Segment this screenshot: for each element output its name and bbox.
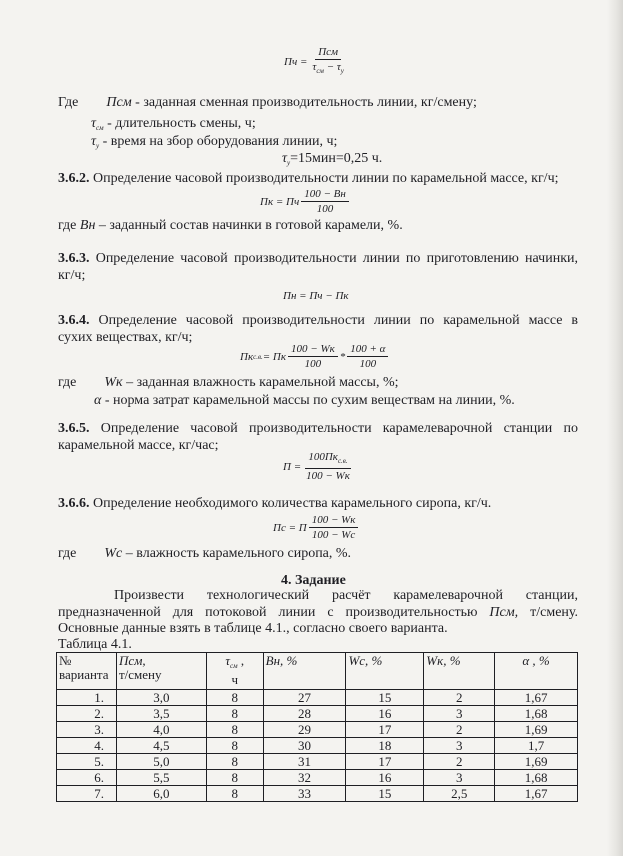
fraction-numerator: 100 + α [347, 343, 388, 357]
fraction [301, 188, 349, 215]
table-cell: 3,5 [116, 706, 206, 722]
note-where: где [58, 546, 77, 561]
section-3-6-5-line1 [58, 421, 578, 437]
fraction [309, 46, 347, 77]
table-cell: 8 [206, 706, 263, 722]
fraction-numerator: 100 − Wк [309, 514, 359, 528]
page-edge-shadow [607, 0, 623, 856]
fraction-denominator: 100 − Wс [311, 529, 356, 541]
subscript: у [96, 142, 100, 150]
header-text: т/смену [118, 667, 162, 682]
fraction-1 [288, 343, 338, 370]
header-tsm [206, 653, 263, 690]
symbol-wk: Wк [104, 375, 123, 390]
table-cell: 3 [424, 738, 495, 754]
formula-station [283, 451, 355, 482]
ty-value-text: =15мин=0,25 ч. [290, 151, 383, 166]
table-row [57, 754, 578, 770]
section-3-6-6 [58, 496, 491, 512]
table-row [57, 690, 578, 706]
table-cell: 1. [57, 690, 117, 706]
symbol-tau: τ [282, 151, 288, 166]
table-cell: 30 [263, 738, 346, 754]
fraction-denominator: 100 [359, 358, 377, 370]
note-where: где [58, 375, 77, 390]
header-psm [116, 653, 206, 690]
table-cell: 31 [263, 754, 346, 770]
table-cell: 27 [263, 690, 346, 706]
formula-hourly-productivity [284, 46, 349, 77]
variants-table [56, 652, 578, 802]
table-cell: 4,5 [116, 738, 206, 754]
formula-eq: = Пк [262, 350, 287, 363]
subscript: с.в. [337, 457, 348, 465]
table-cell: 3,0 [116, 690, 206, 706]
table-cell: 16 [346, 706, 424, 722]
table-row [57, 706, 578, 722]
section-3-6-5-line2: карамельной массе, кг/час; [58, 438, 219, 453]
table-cell: 28 [263, 706, 346, 722]
formula-lhs: Пч = [284, 55, 308, 68]
subscript: у [287, 159, 291, 167]
table-cell: 15 [346, 786, 424, 802]
header-text: ч [231, 672, 238, 687]
header-variant [57, 653, 117, 690]
symbol-wc: Wс [104, 546, 123, 561]
header-alpha: α , % [495, 653, 578, 690]
table-row [57, 722, 578, 738]
note-text: - норма затрат карамельной массы по сухим веществам на линии, %. [101, 393, 515, 408]
header-text: варианта [59, 667, 109, 682]
table-cell: 6. [57, 770, 117, 786]
formula-dry-substance [240, 343, 390, 370]
symbol-psm: Псм, [489, 605, 519, 620]
formula-lhs: Пс = П [273, 521, 307, 534]
table-cell: 3 [424, 770, 495, 786]
table-cell: 4,0 [116, 722, 206, 738]
table-cell: 1,69 [495, 754, 578, 770]
numerator-text: 100Пк [308, 451, 338, 463]
table-cell: 16 [346, 770, 424, 786]
section-3-6-4-alpha [94, 393, 515, 409]
legend-text: - время на збор оборудования линии, ч; [99, 134, 338, 149]
table-cell: 1,68 [495, 706, 578, 722]
table-body [57, 690, 578, 802]
fraction-numerator: 100 − Wк [288, 343, 338, 357]
subscript: с.в. [253, 352, 263, 361]
task-line1: Произвести технологический расчёт карамелеварочной станции, [114, 588, 578, 603]
ty-value [282, 151, 382, 171]
note-text: – заданная влажность карамельной массы, %; [122, 375, 399, 390]
header-wc: Wс, % [346, 653, 424, 690]
table-cell: 8 [206, 690, 263, 706]
section-number: 3.6.5. [58, 421, 90, 436]
formula-filling: Пн = Пч − Пк [283, 290, 349, 302]
formula-lhs: Пк = Пч [260, 195, 300, 208]
table-row [57, 738, 578, 754]
header-text: Псм, [118, 653, 146, 668]
table-cell: 2 [424, 754, 495, 770]
fraction-numerator: Псм [315, 46, 341, 60]
table-cell: 2 [424, 690, 495, 706]
symbol-alpha: α [94, 393, 102, 408]
table-row [57, 770, 578, 786]
table-cell: 4. [57, 738, 117, 754]
task-line2 [58, 605, 578, 621]
table-cell: 7. [57, 786, 117, 802]
fraction [309, 514, 359, 541]
section-3-6-4-line2: сухих веществах, кг/ч; [58, 330, 193, 345]
legend-text: - длительность смены, ч; [103, 116, 256, 131]
formula-syrup [273, 514, 360, 541]
table-cell: 32 [263, 770, 346, 786]
table-caption: Таблица 4.1. [58, 637, 132, 652]
legend-tsm [91, 116, 256, 136]
note-where: где [58, 218, 80, 233]
section-text: Определение часовой производительности линии по приготовлению начинки, [89, 251, 578, 266]
table-cell: 1,68 [495, 770, 578, 786]
section-heading-task: 4. Задание [281, 573, 346, 588]
table-cell: 33 [263, 786, 346, 802]
legend-psm [58, 95, 477, 111]
table-cell: 18 [346, 738, 424, 754]
section-number: 3.6.4. [58, 313, 90, 328]
task-text: предназначенной для потоковой линии с производительностью [58, 605, 490, 620]
table-cell: 8 [206, 770, 263, 786]
table-cell: 2 [424, 722, 495, 738]
table-cell: 5,0 [116, 754, 206, 770]
table-cell: 15 [346, 690, 424, 706]
fraction [303, 451, 353, 482]
table-cell: 2,5 [424, 786, 495, 802]
section-3-6-2 [58, 171, 559, 187]
multiply-sign: * [339, 350, 346, 363]
table-cell: 5,5 [116, 770, 206, 786]
section-3-6-4-wk [58, 375, 399, 391]
table-cell: 1,67 [495, 786, 578, 802]
section-3-6-3-line1 [58, 251, 578, 267]
subscript: см [316, 67, 324, 75]
fraction-numerator [305, 451, 350, 469]
section-text: Определение часовой производительности карамелеварочной станции по [89, 421, 578, 436]
symbol-psm: Псм [106, 95, 132, 110]
formula-lhs: Пк [240, 350, 254, 363]
table-cell: 3 [424, 706, 495, 722]
formula-caramel-mass [260, 188, 351, 215]
table-cell: 17 [346, 722, 424, 738]
section-text: Определение часовой производительности линии по карамельной массе, кг/ч; [89, 171, 559, 186]
fraction-2 [347, 343, 388, 370]
note-text: – влажность карамельного сиропа, %. [122, 546, 352, 561]
fraction-numerator: 100 − Вн [301, 188, 349, 202]
header-text: № [59, 653, 72, 668]
symbol-tau: τ [91, 134, 97, 149]
section-text: Определение необходимого количества карамельного сиропа, кг/ч. [89, 496, 492, 511]
symbol-tau: τ [91, 116, 97, 131]
legend-where-word: Где [58, 95, 79, 110]
table-header-row [57, 653, 578, 690]
table-cell: 2. [57, 706, 117, 722]
table-cell: 8 [206, 786, 263, 802]
fraction-denominator [309, 60, 347, 77]
table-row [57, 786, 578, 802]
formula-lhs: П = [283, 460, 302, 473]
task-line3: Основные данные взять в таблице 4.1., согласно своего варианта. [58, 621, 448, 636]
note-text: – заданный состав начинки в готовой карамели, %. [95, 218, 403, 233]
task-text: т/смену. [518, 605, 578, 620]
section-3-6-3-line2: кг/ч; [58, 268, 86, 283]
symbol-vn: Вн [79, 218, 96, 233]
section-number: 3.6.3. [58, 251, 90, 266]
section-number: 3.6.6. [58, 496, 90, 511]
table-cell: 3. [57, 722, 117, 738]
table-cell: 8 [206, 722, 263, 738]
table-cell: 1,67 [495, 690, 578, 706]
table-cell: 5. [57, 754, 117, 770]
table-cell: 6,0 [116, 786, 206, 802]
fraction-denominator: 100 − Wк [306, 470, 350, 482]
subscript: см [230, 662, 238, 670]
header-wk: Wк, % [424, 653, 495, 690]
subscript: см [96, 124, 104, 132]
section-text: Определение часовой производительности линии по карамельной массе в [89, 313, 578, 328]
section-number: 3.6.2. [58, 171, 90, 186]
minus-tau: − τ [323, 61, 341, 73]
fraction-denominator: 100 [316, 203, 334, 215]
tau-symbol: τ [312, 61, 317, 73]
header-vn: Вн, % [263, 653, 346, 690]
table-cell: 29 [263, 722, 346, 738]
section-3-6-6-note [58, 546, 351, 562]
table-cell: 8 [206, 754, 263, 770]
table-cell: 17 [346, 754, 424, 770]
section-3-6-2-note [58, 218, 403, 234]
table-cell: 8 [206, 738, 263, 754]
subscript: у [340, 67, 344, 75]
header-text: τ [225, 653, 231, 668]
header-text: , [237, 653, 245, 668]
section-3-6-4-line1 [58, 313, 578, 329]
table-cell: 1,69 [495, 722, 578, 738]
legend-text: - заданная сменная производительность линии, кг/смену; [131, 95, 477, 110]
fraction-denominator: 100 [304, 358, 322, 370]
table-cell: 1,7 [495, 738, 578, 754]
